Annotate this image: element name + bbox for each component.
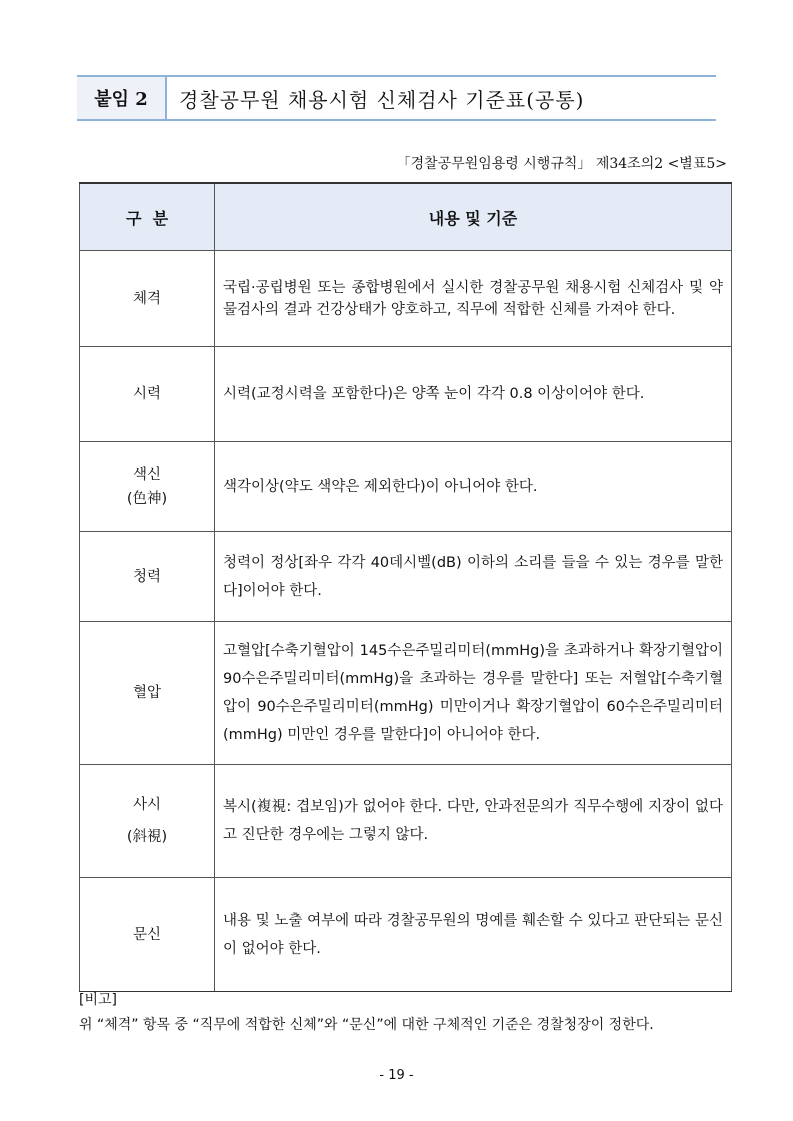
table-row xyxy=(80,878,732,992)
table-header-row xyxy=(80,183,732,251)
table-row xyxy=(80,765,732,878)
table-row xyxy=(80,442,732,532)
notes-label: [비고] xyxy=(79,992,117,1008)
row-category xyxy=(80,442,215,532)
row-category xyxy=(80,765,215,878)
row-content: 시력(교정시력을 포함한다)은 양쪽 눈이 각각 0.8 이상이어야 한다. xyxy=(215,347,732,442)
row-content: 고혈압[수축기혈압이 145수은주밀리미터(mmHg)을 초과하거나 확장기혈압이 90수은주밀리미터(mmHg)을 초과하는 경우를 말한다] 또는 저혈압[수축기혈압이 90수은주밀리미터(mmHg) 미만이거나 확장기혈압이 60수은주밀리미터(mmHg) 미만인 경우를 말한다]이 아니어야 한다. xyxy=(215,622,732,765)
row-content: 복시(複視: 겹보임)가 없어야 한다. 다만, 안과전문의가 직무수행에 지장이 없다고 진단한 경우에는 그렇지 않다. xyxy=(215,765,732,878)
row-category: 시력 xyxy=(80,347,215,442)
notes xyxy=(79,988,731,1038)
row-category: 청력 xyxy=(80,532,215,622)
row-category: 문신 xyxy=(80,878,215,992)
row-category: 체격 xyxy=(80,251,215,347)
table-row xyxy=(80,347,732,442)
column-header-category: 구 분 xyxy=(80,183,215,251)
table-row xyxy=(80,622,732,765)
document-title: 경찰공무원 채용시험 신체검사 기준표(공통) xyxy=(179,87,585,112)
row-category: 혈압 xyxy=(80,622,215,765)
table-row xyxy=(80,251,732,347)
title-bar xyxy=(77,75,716,121)
row-category-sub: (色神) xyxy=(126,490,168,507)
legal-reference: 「경찰공무원임용령 시행규칙」 제34조의2 <별표5> xyxy=(396,156,727,172)
page-number: - 19 - xyxy=(379,1068,414,1083)
row-content: 국립·공립병원 또는 종합병원에서 실시한 경찰공무원 채용시험 신체검사 및 약물검사의 결과 건강상태가 양호하고, 직무에 적합한 신체를 가져야 한다. xyxy=(215,251,732,347)
table-row xyxy=(80,532,732,622)
row-content: 색각이상(약도 색약은 제외한다)이 아니어야 한다. xyxy=(215,442,732,532)
criteria-table xyxy=(79,182,732,992)
column-header-content: 내용 및 기준 xyxy=(215,183,732,251)
row-content: 내용 및 노출 여부에 따라 경찰공무원의 명예를 훼손할 수 있다고 판단되는 문신이 없어야 한다. xyxy=(215,878,732,992)
row-category-sub: (斜視) xyxy=(126,829,168,845)
attachment-tag: 붙임 2 xyxy=(77,77,167,119)
row-content: 청력이 정상[좌우 각각 40데시벨(dB) 이하의 소리를 들을 수 있는 경우를 말한다]이어야 한다. xyxy=(215,532,732,622)
notes-text: 위 “체격” 항목 중 “직무에 적합한 신체”와 “문신”에 대한 구체적인 기준은 경찰청장이 정한다. xyxy=(79,1017,654,1033)
row-category-main: 색신 xyxy=(132,466,161,483)
row-category-main: 사시 xyxy=(132,797,161,813)
